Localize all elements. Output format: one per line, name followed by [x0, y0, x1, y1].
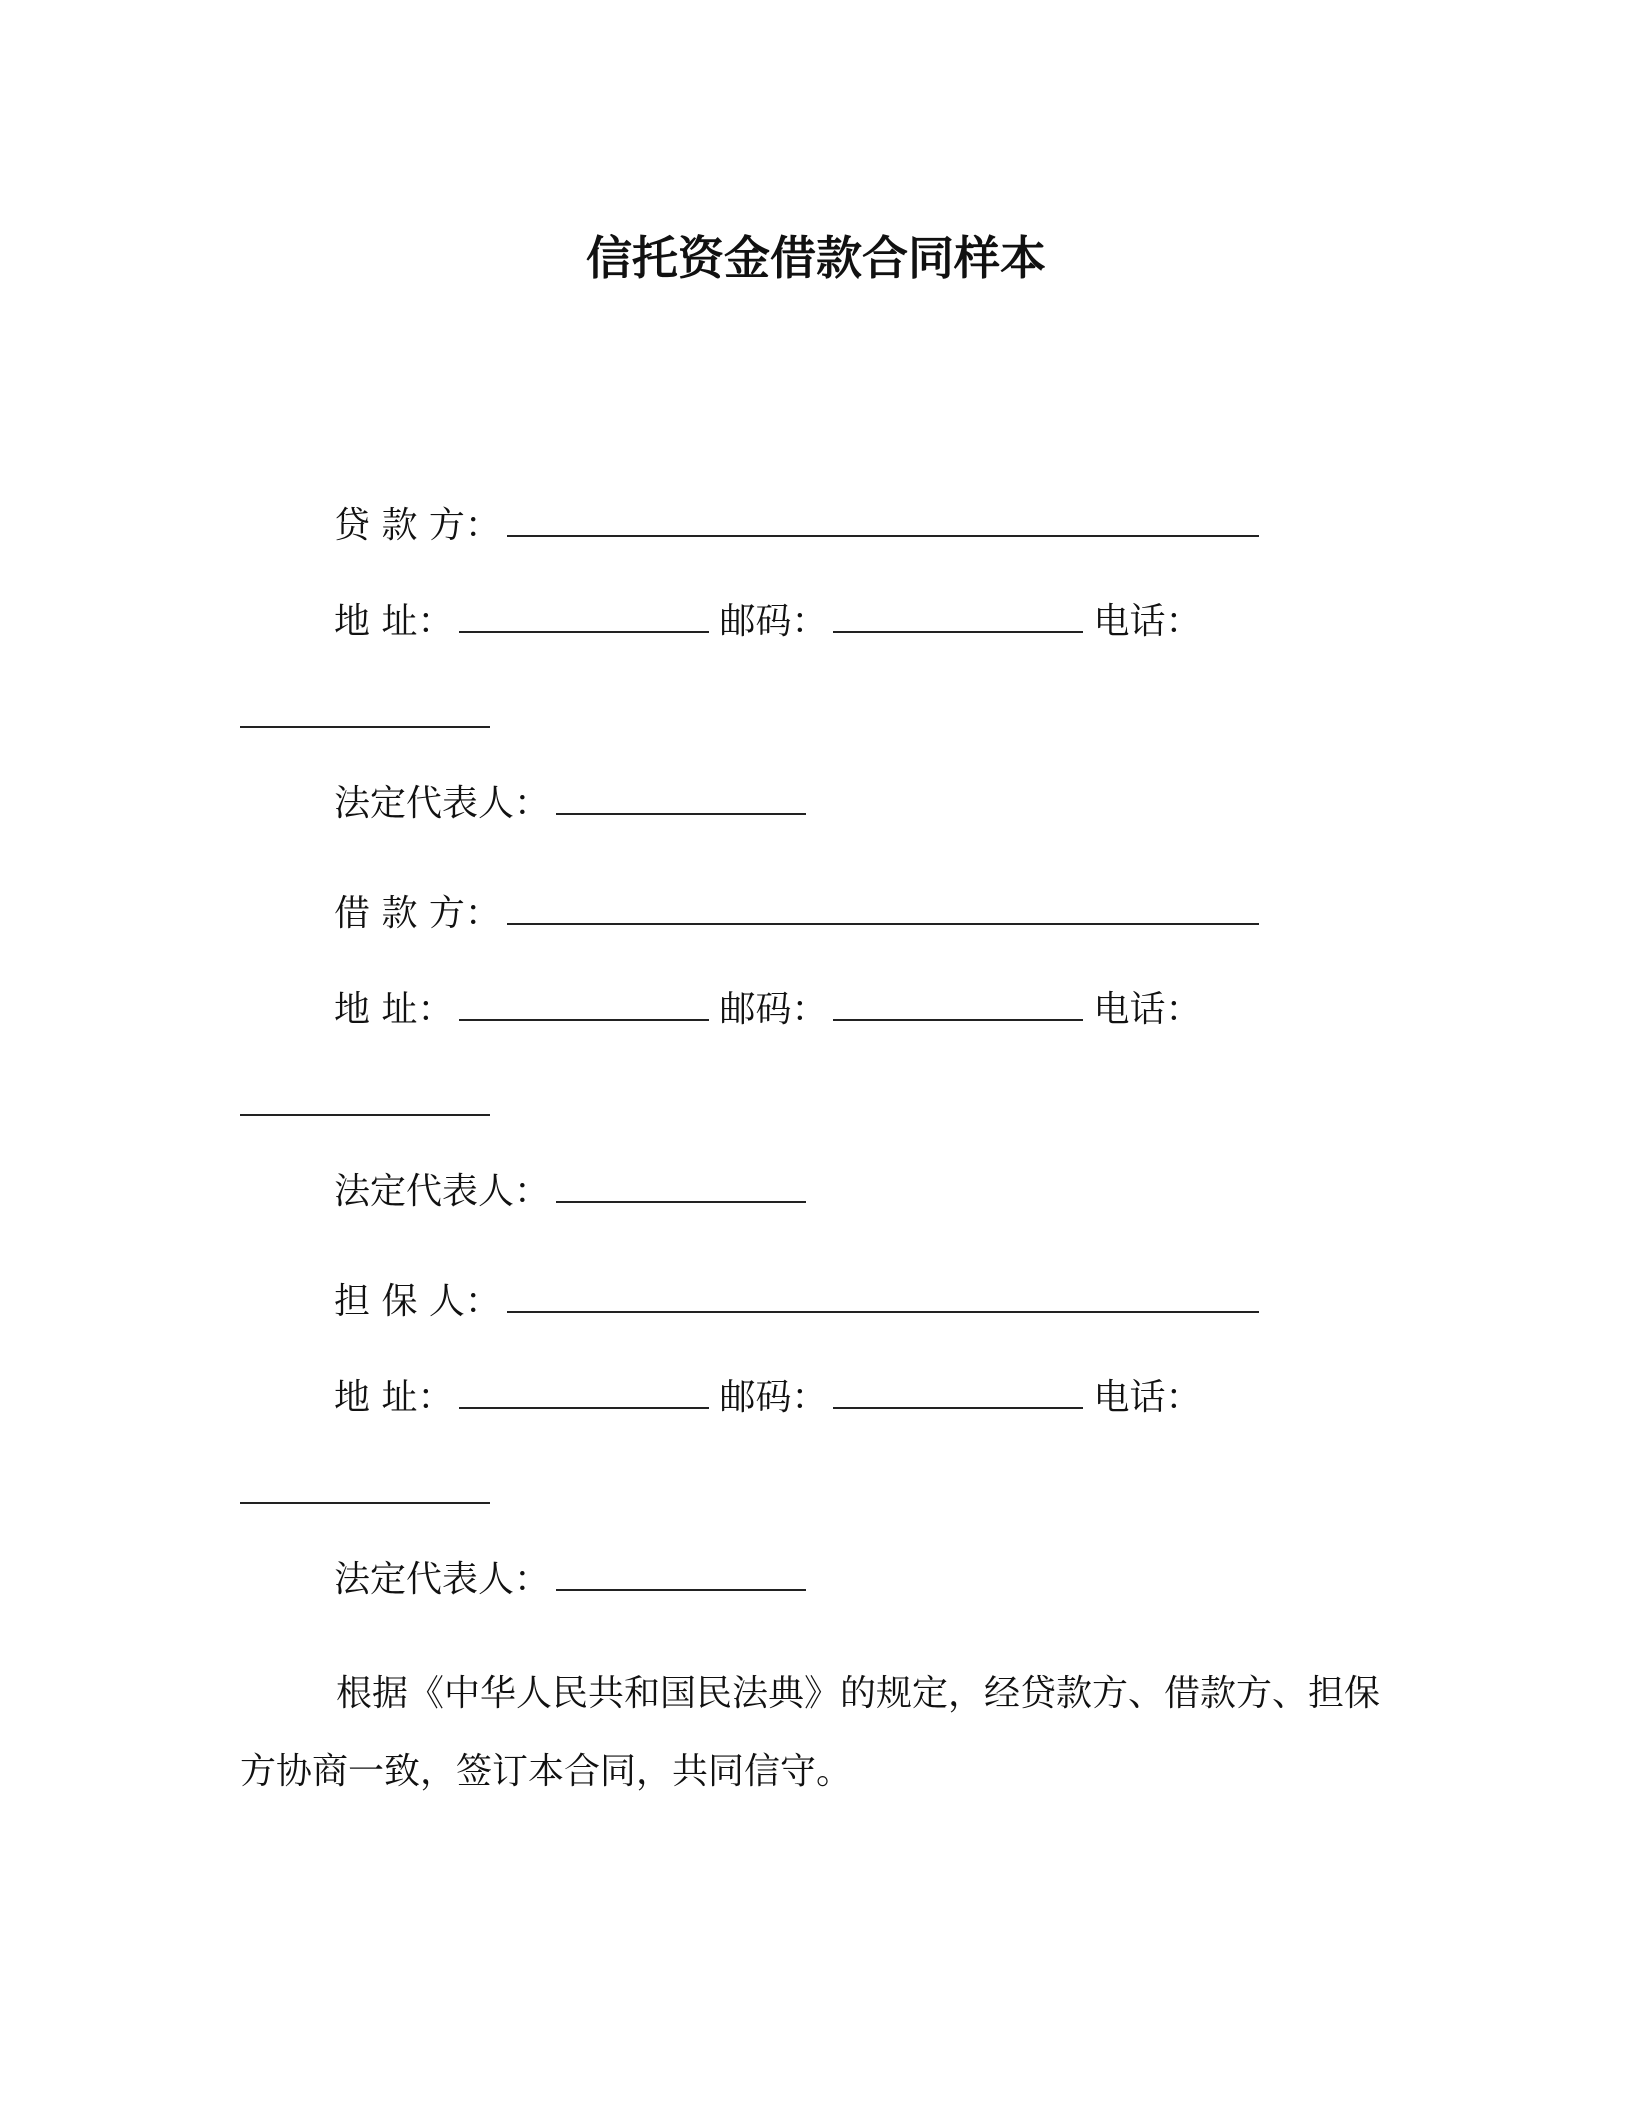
lender-rep-label: 法定代表人： — [334, 783, 551, 824]
borrower-phone-field[interactable] — [240, 1112, 490, 1116]
lender-address-label: 地 址： — [334, 601, 454, 642]
guarantor-address-field[interactable] — [459, 1377, 709, 1409]
lender-rep-row — [334, 780, 806, 828]
lender-rep-field[interactable] — [556, 783, 806, 815]
borrower-address-label: 地 址： — [334, 989, 454, 1030]
guarantor-rep-field[interactable] — [556, 1559, 806, 1591]
lender-row — [334, 502, 1259, 550]
borrower-row — [334, 890, 1259, 938]
borrower-contact-row — [334, 986, 1201, 1034]
lender-postcode-field[interactable] — [833, 601, 1083, 633]
lender-address-field[interactable] — [459, 601, 709, 633]
guarantor-row — [334, 1278, 1259, 1326]
lender-postcode-label: 邮码： — [719, 601, 828, 642]
preamble-paragraph: 根据《中华人民共和国民法典》的规定，经贷款方、借款方、担保方协商一致，签订本合同，共同信守。 — [240, 1673, 1381, 1792]
borrower-address-field[interactable] — [459, 989, 709, 1021]
guarantor-postcode-field[interactable] — [833, 1377, 1083, 1409]
borrower-phone-label: 电话： — [1093, 989, 1202, 1030]
guarantor-field[interactable] — [507, 1281, 1259, 1313]
borrower-rep-label: 法定代表人： — [334, 1171, 551, 1212]
guarantor-contact-row — [334, 1374, 1201, 1422]
guarantor-address-label: 地 址： — [334, 1377, 454, 1418]
borrower-field[interactable] — [507, 893, 1259, 925]
guarantor-rep-row — [334, 1556, 806, 1604]
lender-phone-label: 电话： — [1093, 601, 1202, 642]
borrower-label: 借 款 方： — [334, 893, 501, 934]
borrower-rep-row — [334, 1168, 806, 1216]
lender-contact-row — [334, 598, 1201, 646]
lender-label: 贷 款 方： — [334, 505, 501, 546]
guarantor-label: 担 保 人： — [334, 1281, 501, 1322]
guarantor-phone-field[interactable] — [240, 1500, 490, 1504]
borrower-postcode-field[interactable] — [833, 989, 1083, 1021]
borrower-rep-field[interactable] — [556, 1171, 806, 1203]
guarantor-postcode-label: 邮码： — [719, 1377, 828, 1418]
document-title: 信托资金借款合同样本 — [586, 231, 1046, 285]
lender-field[interactable] — [507, 505, 1259, 537]
guarantor-phone-label: 电话： — [1093, 1377, 1202, 1418]
borrower-postcode-label: 邮码： — [719, 989, 828, 1030]
lender-phone-field[interactable] — [240, 724, 490, 728]
guarantor-rep-label: 法定代表人： — [334, 1559, 551, 1600]
